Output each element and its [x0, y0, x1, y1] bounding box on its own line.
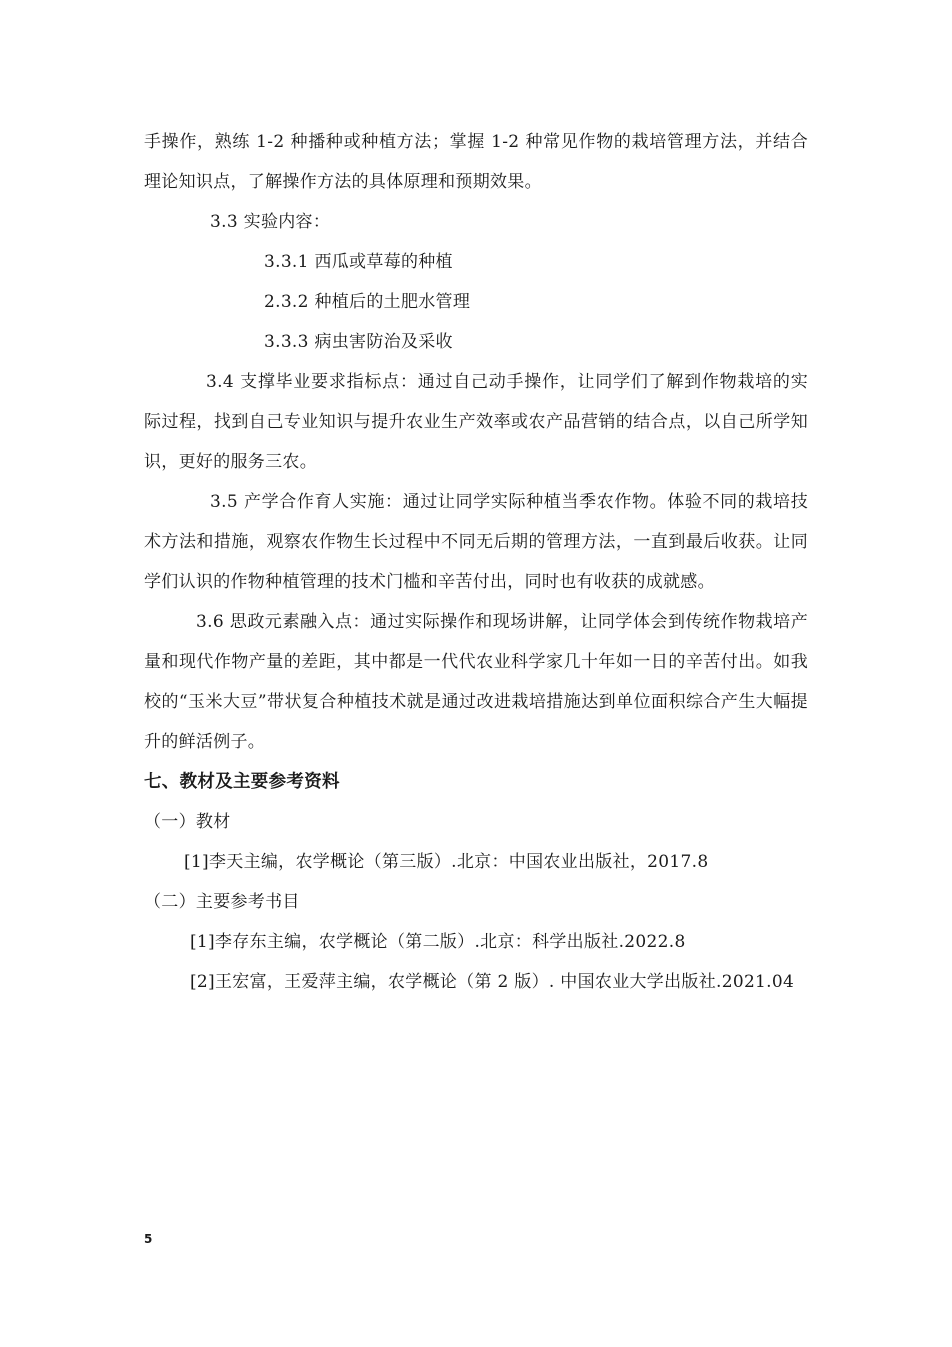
item-2-3-2: 2.3.2 种植后的土肥水管理 — [264, 292, 471, 312]
paragraph-3-4: 3.4 支撑毕业要求指标点：通过自己动手操作，让同学们了解到作物栽培的实际过程，找到自己专业知识与提升农业生产效率或农产品营销的结合点，以自己所学知识，更好的服务三农。 — [144, 372, 808, 472]
textbook-label: （一）教材 — [144, 812, 231, 832]
reference-1: [1]李存东主编，农学概论（第二版）.北京：科学出版社.2022.8 — [190, 932, 686, 952]
section-7-heading: 七、教材及主要参考资料 — [144, 772, 340, 792]
textbook-reference-1: [1]李天主编，农学概论（第三版）.北京：中国农业出版社，2017.8 — [184, 852, 709, 872]
page-number: 5 — [144, 1232, 153, 1246]
paragraph-3-6: 3.6 思政元素融入点：通过实际操作和现场讲解，让同学体会到传统作物栽培产量和现代作物产量的差距，其中都是一代代农业科学家几十年如一日的辛苦付出。如我校的“玉米大豆”带状复合种植技术就是通过改进栽培措施达到单位面积综合产生大幅提升的鲜活例子。 — [144, 612, 808, 752]
item-3-3-3: 3.3.3 病虫害防治及采收 — [264, 332, 453, 352]
references-label: （二）主要参考书目 — [144, 892, 300, 912]
item-3-3-1: 3.3.1 西瓜或草莓的种植 — [264, 252, 453, 272]
paragraph-3-5: 3.5 产学合作育人实施：通过让同学实际种植当季农作物。体验不同的栽培技术方法和措施，观察农作物生长过程中不同无后期的管理方法，一直到最后收获。让同学们认识的作物种植管理的技术门槛和辛苦付出，同时也有收获的成就感。 — [144, 492, 808, 592]
page-body — [144, 122, 808, 1002]
reference-2: [2]王宏富，王爱萍主编，农学概论（第 2 版）. 中国农业大学出版社.2021.04 — [190, 972, 795, 992]
paragraph-lab-skills: 手操作，熟练 1-2 种播种或种植方法；掌握 1-2 种常见作物的栽培管理方法，并结合理论知识点，了解操作方法的具体原理和预期效果。 — [144, 132, 808, 192]
section-3-3-heading: 3.3 实验内容： — [210, 212, 331, 232]
